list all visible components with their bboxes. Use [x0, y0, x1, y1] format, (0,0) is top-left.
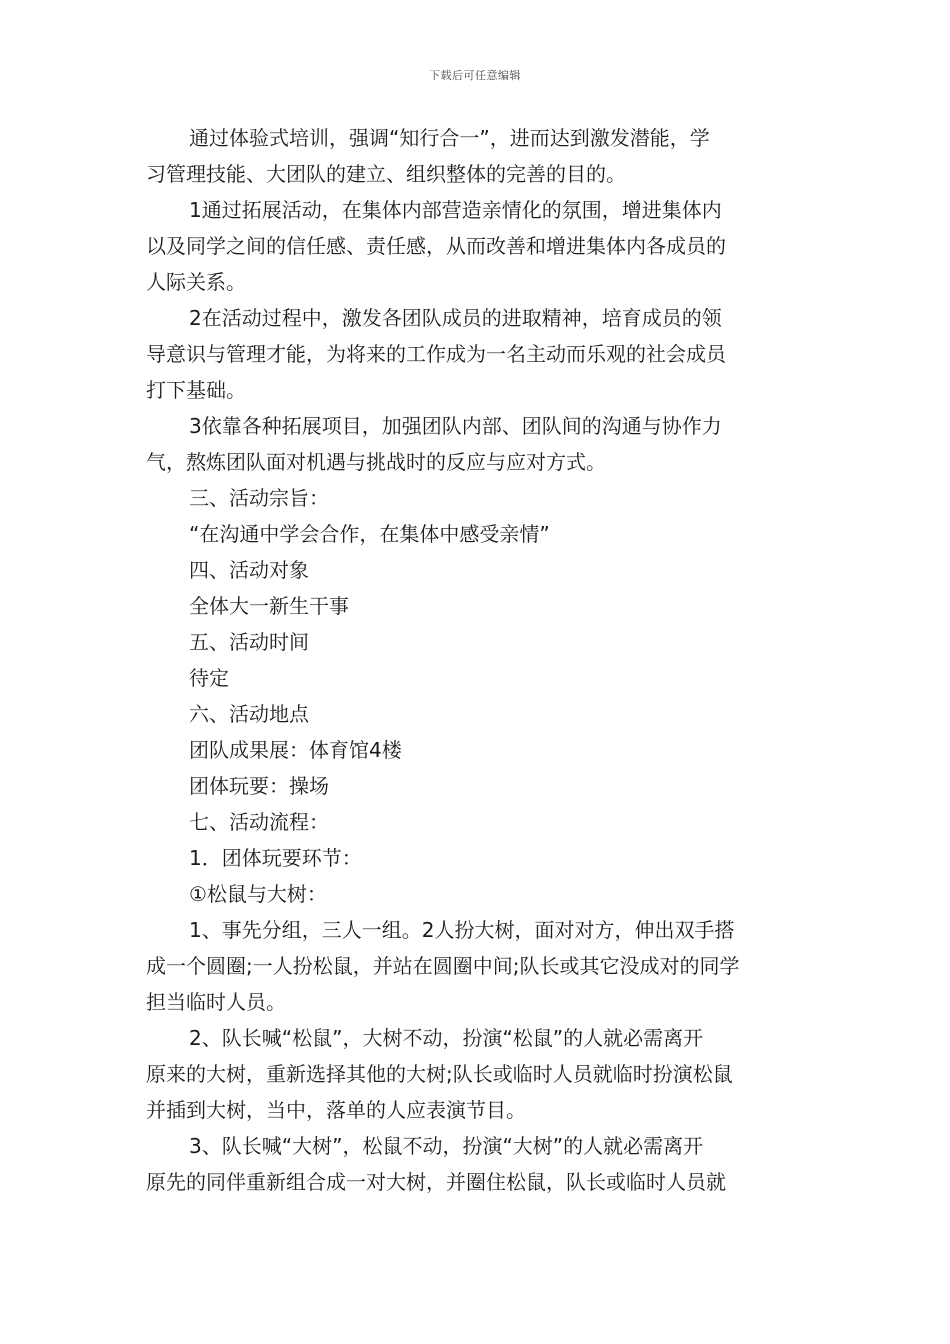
paragraph-line: 2、队长喊“松鼠”，大树不动，扮演“松鼠”的人就必需离开 — [189, 1026, 704, 1050]
paragraph-line: 气，熬炼团队面对机遇与挑战时的反应与应对方式。 — [146, 450, 606, 474]
section-heading: 六、活动地点 — [189, 702, 309, 726]
paragraph-line: 通过体验式培训，强调“知行合一”，进而达到激发潜能，学 — [189, 126, 710, 150]
paragraph-line: 原来的大树，重新选择其他的大树;队长或临时人员就临时扮演松鼠 — [146, 1062, 733, 1086]
paragraph-line: 全体大一新生干事 — [189, 594, 349, 618]
section-heading: 五、活动时间 — [189, 630, 309, 654]
paragraph-line: 打下基础。 — [146, 378, 246, 402]
paragraph-line: 2在活动过程中，激发各团队成员的进取精神，培育成员的领 — [189, 306, 722, 330]
paragraph-line: 以及同学之间的信任感、责任感，从而改善和增进集体内各成员的 — [146, 234, 726, 258]
paragraph-line: 成一个圆圈;一人扮松鼠，并站在圆圈中间;队长或其它没成对的同学 — [146, 954, 740, 978]
paragraph-line: 团体玩要：操场 — [189, 774, 329, 798]
section-heading: 七、活动流程： — [189, 810, 329, 834]
section-heading: 三、活动宗旨： — [189, 486, 329, 510]
section-heading: 四、活动对象 — [189, 558, 309, 582]
paragraph-line: 原先的同伴重新组合成一对大树，并圈住松鼠，队长或临时人员就 — [146, 1170, 726, 1194]
paragraph-line: 待定 — [189, 666, 229, 690]
paragraph-line: “在沟通中学会合作，在集体中感受亲情” — [189, 522, 550, 546]
paragraph-line: 团队成果展：体育馆4楼 — [189, 738, 402, 762]
paragraph-line: 人际关系。 — [146, 270, 246, 294]
document-body — [146, 120, 806, 1200]
paragraph-line: 3依靠各种拓展项目，加强团队内部、团队间的沟通与协作力 — [189, 414, 722, 438]
paragraph-line: 1、事先分组，三人一组。2人扮大树，面对对方，伸出双手搭 — [189, 918, 735, 942]
page-header: 下载后可任意编辑 — [429, 69, 521, 82]
paragraph-line: 并插到大树，当中，落单的人应表演节目。 — [146, 1098, 526, 1122]
paragraph-line: 3、队长喊“大树”，松鼠不动，扮演“大树”的人就必需离开 — [189, 1134, 704, 1158]
paragraph-line: 担当临时人员。 — [146, 990, 286, 1014]
subsection-heading: ①松鼠与大树： — [189, 882, 327, 906]
paragraph-line: 导意识与管理才能，为将来的工作成为一名主动而乐观的社会成员 — [146, 342, 726, 366]
paragraph-line: 1通过拓展活动，在集体内部营造亲情化的氛围，增进集体内 — [189, 198, 722, 222]
paragraph-line: 习管理技能、大团队的建立、组织整体的完善的目的。 — [146, 162, 626, 186]
subsection-heading: 1．团体玩要环节： — [189, 846, 362, 870]
